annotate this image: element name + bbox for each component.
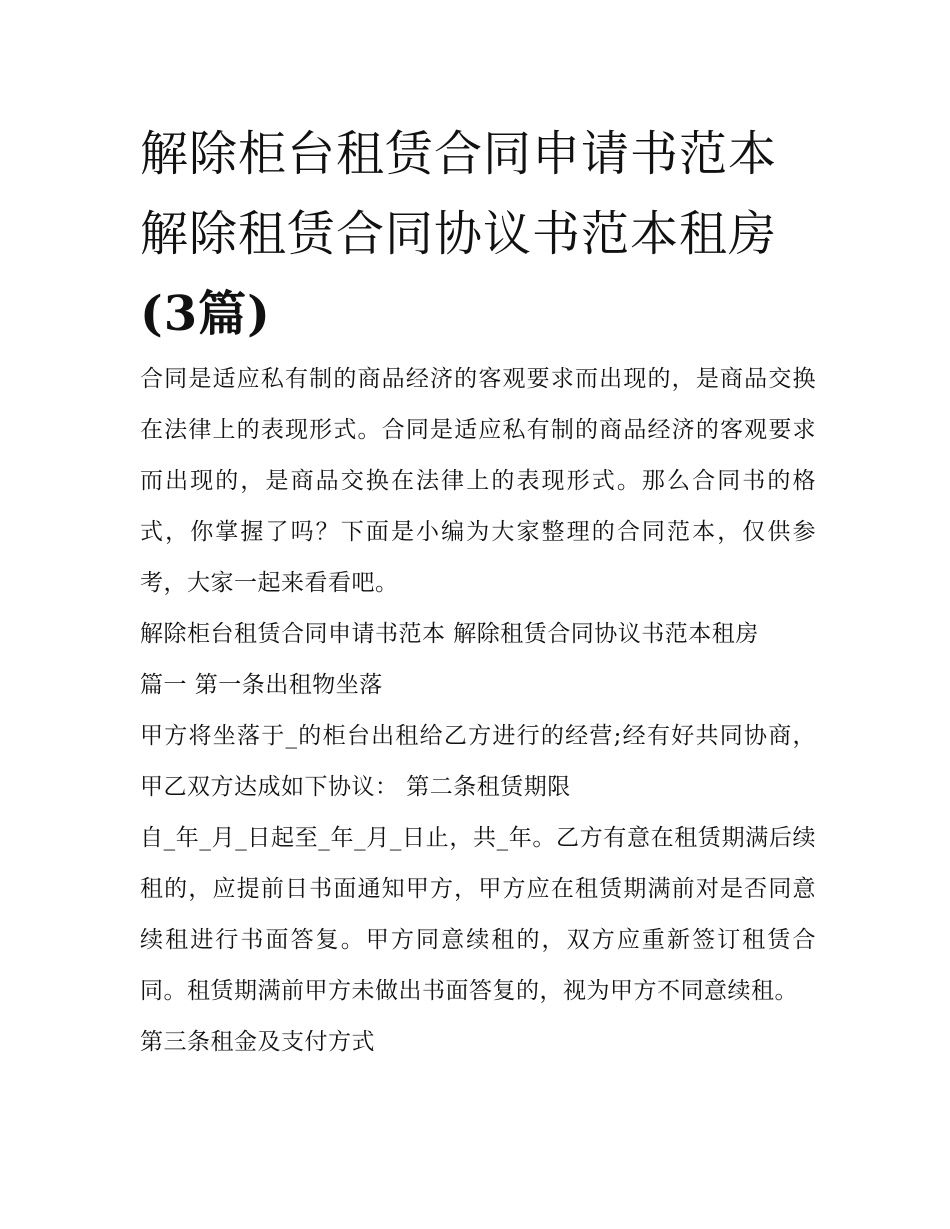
article-one-heading: 篇一 第一条出租物坐落	[140, 672, 383, 698]
section-heading: 解除柜台租赁合同申请书范本 解除租赁合同协议书范本租房	[140, 621, 759, 647]
document-body	[140, 354, 816, 1068]
article-two-paragraph: 自_年_月_日起至_年_月_日止，共_年。乙方有意在租赁期满后续租的，应提前日书面通知甲方，甲方应在租赁期满前对是否同意续租进行书面答复。甲方同意续租的，双方应重新签订租赁合同。租赁期满前甲方未做出书面答复的，视为甲方不同意续租。	[140, 825, 816, 1004]
article-three-heading: 第三条租金及支付方式	[140, 1029, 375, 1055]
article-one-paragraph: 甲方将坐落于_的柜台出租给乙方进行的经营;经有好共同协商，甲乙双方达成如下协议： 第二条租赁期限	[140, 723, 816, 800]
title-line-2: 解除租赁合同协议书范本租房	[140, 206, 778, 262]
intro-paragraph: 合同是适应私有制的商品经济的客观要求而出现的，是商品交换在法律上的表现形式。合同是适应私有制的商品经济的客观要求而出现的，是商品交换在法律上的表现形式。那么合同书的格式，你掌握了吗？下面是小编为大家整理的合同范本，仅供参考，大家一起来看看吧。	[140, 366, 816, 596]
document-title	[140, 114, 840, 354]
title-line-3: (3篇)	[140, 286, 271, 342]
title-line-1: 解除柜台租赁合同申请书范本	[140, 126, 778, 182]
